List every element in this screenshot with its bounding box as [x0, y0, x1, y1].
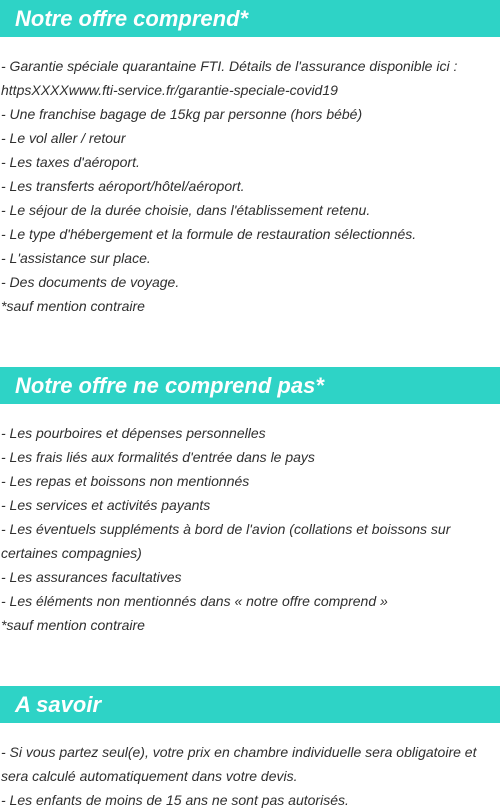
list-item: - Les assurances facultatives: [1, 569, 182, 585]
list-item: - Les enfants de moins de 15 ans ne sont pas autorisés.: [1, 792, 349, 808]
list-item: - Une franchise bagage de 15kg par personne (hors bébé): [1, 106, 363, 122]
list-item: - Les services et activités payants: [1, 497, 211, 513]
list-item: - Les taxes d'aéroport.: [1, 154, 140, 170]
list-item: - Les pourboires et dépenses personnelles: [1, 425, 266, 441]
list-item: - Les éventuels suppléments à bord de l'avion (collations et boissons sur certaines compagnies): [1, 521, 451, 561]
list-item: - Le type d'hébergement et la formule de restauration sélectionnés.: [1, 226, 417, 242]
list-item: - Le vol aller / retour: [1, 130, 126, 146]
list-item: - Les repas et boissons non mentionnés: [1, 473, 250, 489]
list-item: - Des documents de voyage.: [1, 274, 180, 290]
offer-excludes-list: [0, 421, 500, 637]
section-offer-includes: [0, 0, 500, 318]
section-title-good-to-know: A savoir: [0, 686, 500, 723]
footnote: *sauf mention contraire: [1, 298, 145, 314]
list-item: - Les éléments non mentionnés dans « notre offre comprend »: [1, 593, 388, 609]
section-good-to-know: [0, 686, 500, 812]
list-item: - Le séjour de la durée choisie, dans l'établissement retenu.: [1, 202, 371, 218]
section-title-offer-includes: Notre offre comprend*: [0, 0, 500, 37]
list-item: - Garantie spéciale quarantaine FTI. Détails de l'assurance disponible ici : httpsXXXXwww.fti-service.fr/garantie-speciale-covid19: [1, 58, 458, 98]
footnote: *sauf mention contraire: [1, 617, 145, 633]
offer-includes-list: [0, 54, 500, 318]
section-title-offer-excludes: Notre offre ne comprend pas*: [0, 367, 500, 404]
list-item: - Les frais liés aux formalités d'entrée dans le pays: [1, 449, 315, 465]
list-item: - Les transferts aéroport/hôtel/aéroport.: [1, 178, 245, 194]
list-item: - Si vous partez seul(e), votre prix en chambre individuelle sera obligatoire et sera calculé automatiquement dans votre devis.: [1, 744, 477, 784]
list-item: - L'assistance sur place.: [1, 250, 151, 266]
good-to-know-list: [0, 740, 500, 812]
section-offer-excludes: [0, 367, 500, 637]
